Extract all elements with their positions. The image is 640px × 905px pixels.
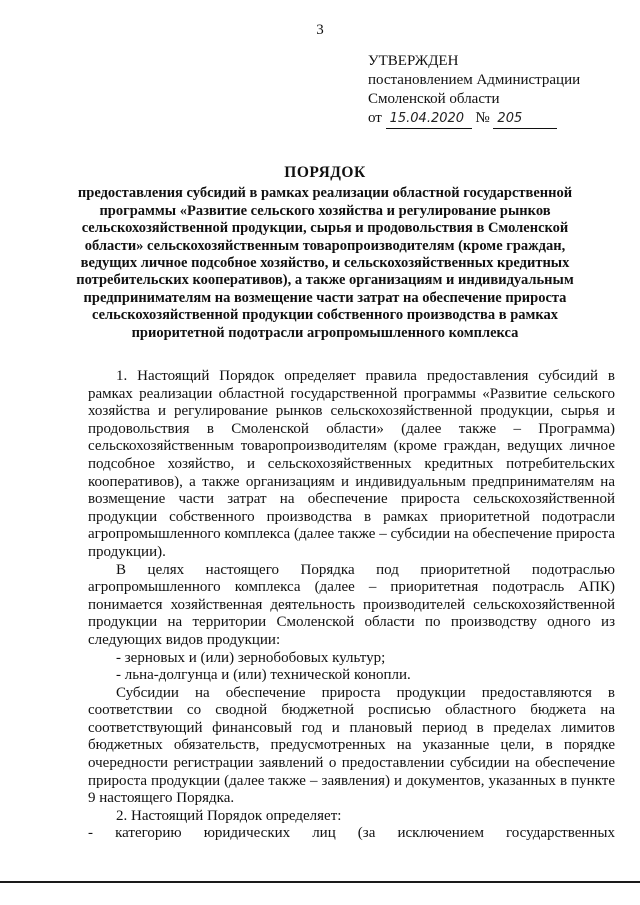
date-prefix: от	[368, 110, 382, 126]
paragraph-3: Субсидии на обеспечение прироста продукции предоставляются в соответствии со сводной бюджетной росписью областного бюджета на соответствующий финансовый год и плановый период в пределах лимитов бюджетных обязательств, предусмотренных на указанные цели, в порядке очередности регистрации заявлений о предоставлении субсидии на обеспечение прироста продукции (далее также – заявления) и документов, указанных в пункте 9 настоящего Порядка.	[88, 684, 615, 807]
paragraph-1: 1. Настоящий Порядок определяет правила предоставления субсидий в рамках реализации областной государственной программы «Развитие сельского хозяйства и регулирование рынков сельскохозяйственной продукции, сырья и продовольствия в Смоленской области» (далее также – Программа) сельскохозяйственным товаропроизводителям (кроме граждан, ведущих личное подсобное хозяйство, и сельскохозяйственных кредитных потребительских кооперативов), а также организациям и индивидуальным предпринимателям на возмещение части затрат на обеспечение прироста сельскохозяйственной продукции собственного производства в рамках приоритетной подотрасли агропромышленного комплекса (далее также – субсидии на обеспечение прироста продукции).	[88, 368, 615, 560]
list-item: - льна-долгунца и (или) технической конопли.	[116, 667, 411, 684]
approval-stamp	[368, 52, 628, 129]
document-title-block	[70, 164, 580, 342]
approval-line-2: Смоленской области	[368, 91, 500, 107]
number-prefix: №	[475, 110, 490, 126]
paragraph-2: В целях настоящего Порядка под приоритетной подотраслью агропромышленного комплекса (далее – приоритетная подотрасль АПК) понимается хозяйственная деятельность производителей сельскохозяйственной продукции на территории Смоленской области по производству одного из следующих видов продукции:	[88, 561, 615, 648]
approval-line-1: постановлением Администрации	[368, 72, 581, 88]
page-number: 3	[316, 22, 324, 38]
document-title: ПОРЯДОК	[284, 164, 366, 181]
handwritten-number: 205	[493, 109, 557, 129]
handwritten-date: 15.04.2020	[386, 109, 472, 129]
approval-date-line	[368, 109, 628, 129]
list-item: - зерновых и (или) зернобобовых культур;	[116, 649, 386, 666]
document-body	[88, 368, 615, 843]
paragraph-4: 2. Настоящий Порядок определяет:	[116, 807, 342, 824]
scan-border-line	[0, 881, 640, 883]
paragraph-5: - категорию юридических лиц (за исключением государственных	[88, 825, 615, 842]
document-subtitle: предоставления субсидий в рамках реализации областной государственной программы «Развитие сельского хозяйства и регулирование рынков сельскохозяйственной продукции, сырья и продовольствия в Смоленской области» сельскохозяйственным товаропроизводителям (кроме граждан, ведущих личное подсобное хозяйство, и сельскохозяйственных кредитных потребительских кооперативов), а также организациям и индивидуальным предпринимателям на возмещение части затрат на обеспечение прироста сельскохозяйственной продукции собственного производства в рамках приоритетной подотрасли агропромышленного комплекса	[76, 185, 574, 341]
approval-heading: УТВЕРЖДЕН	[368, 53, 459, 69]
